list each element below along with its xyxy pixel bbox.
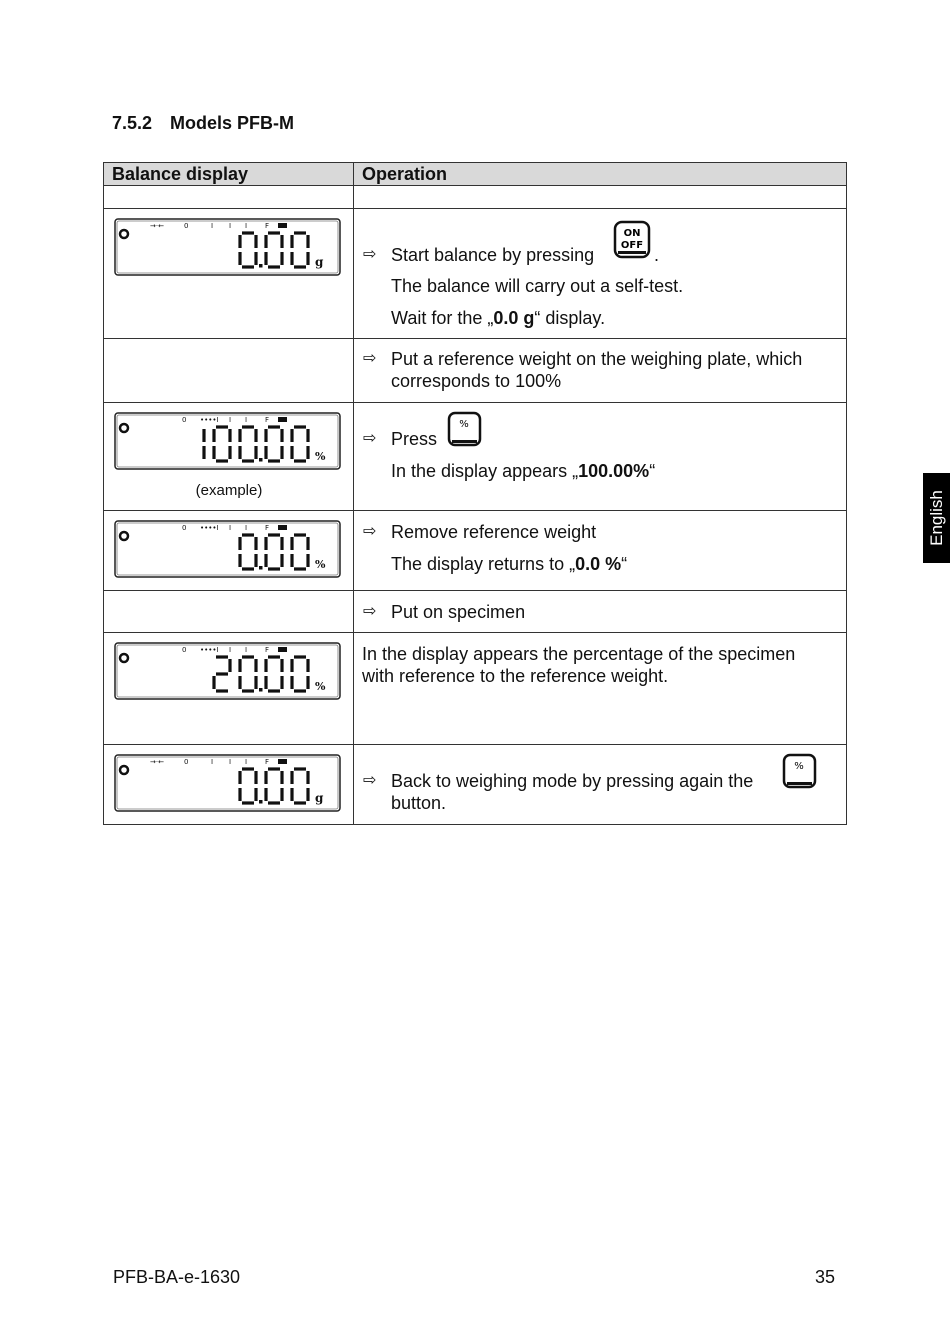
lcd-display-100-percent — [114, 412, 342, 472]
balance-display-cell — [104, 403, 354, 511]
balance-display-cell — [104, 745, 354, 825]
operation-cell — [354, 209, 847, 339]
lcd-display-0g — [114, 754, 342, 814]
table-row-empty — [104, 186, 847, 209]
svg-text:0: 0 — [184, 222, 189, 230]
lcd-display-20-percent — [114, 642, 342, 702]
table-row — [104, 209, 847, 339]
op-line: Start balance by pressing — [391, 245, 595, 265]
balance-display-cell — [104, 591, 354, 633]
table-row — [104, 633, 847, 745]
balance-display-cell — [104, 633, 354, 745]
page-number: 35 — [815, 1267, 836, 1287]
arrow-icon: ⇨ — [363, 603, 377, 620]
lcd-display-0g — [114, 218, 342, 278]
table-row — [104, 403, 847, 511]
on-key-label: ON — [623, 228, 641, 239]
svg-text:••••I: ••••I — [200, 646, 219, 654]
svg-text:I: I — [229, 646, 232, 654]
language-tab — [923, 473, 950, 563]
svg-text:→·←: →·← — [150, 222, 164, 230]
svg-text:0: 0 — [182, 646, 187, 654]
op-line: The display returns to „0.0 %“ — [391, 554, 628, 574]
balance-display-cell — [104, 339, 354, 403]
op-line: In the display appears „100.00%“ — [391, 461, 656, 481]
operation-cell — [354, 633, 847, 745]
svg-text:F: F — [265, 524, 270, 532]
arrow-icon: ⇨ — [363, 772, 377, 789]
section-heading — [112, 113, 294, 134]
op-line: Press — [391, 429, 438, 449]
svg-text:0: 0 — [184, 758, 189, 766]
lcd-unit: g — [315, 255, 324, 269]
balance-display-cell — [104, 209, 354, 339]
svg-text:I: I — [211, 758, 214, 766]
percent-key-label: % — [794, 761, 804, 772]
percent-key-icon — [782, 753, 818, 794]
op-line: The balance will carry out a self-test. — [391, 276, 684, 296]
svg-text:→·←: →·← — [150, 758, 164, 766]
table-row — [104, 745, 847, 825]
balance-display-cell — [104, 511, 354, 591]
section-number: 7.5.2 — [112, 113, 153, 133]
operation-cell — [354, 591, 847, 633]
lcd-decimal-point — [259, 458, 263, 462]
percent-key-icon — [447, 411, 483, 452]
svg-text:I: I — [229, 524, 232, 532]
section-title: Models PFB-M — [170, 113, 294, 133]
operation-cell — [354, 511, 847, 591]
svg-text:I: I — [229, 222, 232, 230]
op-line: button. — [391, 793, 447, 813]
svg-text:0: 0 — [182, 416, 187, 424]
operation-cell — [354, 403, 847, 511]
off-key-label: OFF — [620, 240, 644, 251]
svg-text:0: 0 — [182, 524, 187, 532]
arrow-icon: ⇨ — [363, 523, 377, 540]
lcd-decimal-point — [259, 800, 263, 804]
op-line: Remove reference weight — [391, 522, 597, 542]
percent-key-label: % — [459, 419, 469, 430]
svg-text:I: I — [245, 646, 248, 654]
svg-text:F: F — [265, 416, 270, 424]
on-off-key-icon — [613, 220, 653, 265]
arrow-icon: ⇨ — [363, 350, 377, 367]
svg-text:I: I — [245, 758, 248, 766]
lcd-decimal-point — [259, 688, 263, 692]
document-id: PFB-BA-e-1630 — [113, 1267, 241, 1287]
lcd-unit: g — [315, 791, 324, 805]
svg-text:••••I: ••••I — [200, 524, 219, 532]
lcd-decimal-point — [259, 566, 263, 570]
op-line: Wait for the „0.0 g“ display. — [391, 308, 606, 328]
example-caption: (example) — [195, 482, 263, 499]
table-row — [104, 339, 847, 403]
header-balance-display: Balance display — [104, 163, 354, 186]
arrow-icon: ⇨ — [363, 430, 377, 447]
table-row — [104, 511, 847, 591]
svg-text:I: I — [245, 524, 248, 532]
operation-cell — [354, 745, 847, 825]
op-line: Put on specimen — [391, 602, 526, 622]
lcd-decimal-point — [259, 264, 263, 268]
op-line: Back to weighing mode by pressing again the — [391, 771, 754, 791]
language-tab-label: English — [926, 490, 946, 546]
arrow-icon: ⇨ — [363, 246, 377, 263]
operation-cell — [354, 339, 847, 403]
table-row — [104, 591, 847, 633]
svg-text:••••I: ••••I — [200, 416, 219, 424]
op-period: . — [654, 245, 660, 265]
header-operation: Operation — [354, 163, 847, 186]
svg-text:F: F — [265, 222, 270, 230]
svg-text:I: I — [229, 416, 232, 424]
svg-text:I: I — [229, 758, 232, 766]
lcd-unit: % — [315, 450, 326, 463]
svg-text:I: I — [245, 416, 248, 424]
lcd-display-0-percent — [114, 520, 342, 580]
svg-text:I: I — [211, 222, 214, 230]
svg-text:F: F — [265, 646, 270, 654]
lcd-unit: % — [315, 680, 326, 693]
svg-text:F: F — [265, 758, 270, 766]
op-paragraph: In the display appears the percentage of the specimen with reference to the reference weight. — [362, 644, 796, 686]
operation-table — [103, 162, 847, 825]
svg-text:I: I — [245, 222, 248, 230]
op-line: Put a reference weight on the weighing plate, which corresponds to 100% — [391, 349, 803, 391]
lcd-unit: % — [315, 558, 326, 571]
